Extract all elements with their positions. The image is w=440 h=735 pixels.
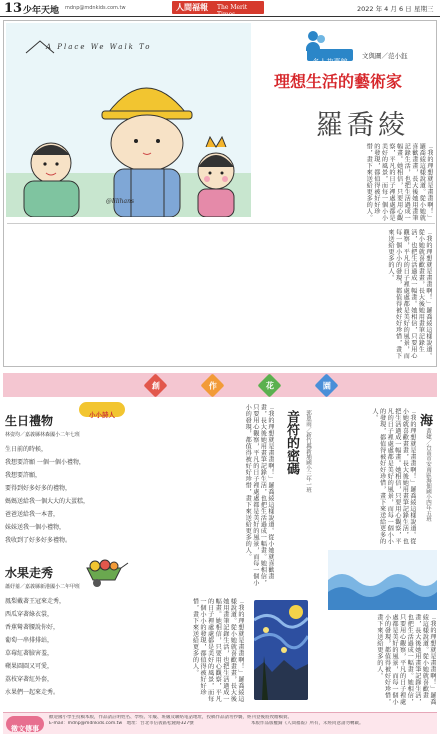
poem-body: 「我的理想就是畫畫啊！」羅喬綾這樣說道。從小她就喜歡畫畫，長大後她用畫筆記錄生活，也把生活過成一幅畫。她相信，只要用心觀察，平凡的日子裡處處都是美好的風景，而每一個小小的發現，都值得被好好珍惜，畫下來送給更多的人。 — [191, 598, 244, 702]
garden-title-char-1: 創 — [143, 373, 167, 397]
starry-night-painting — [254, 600, 308, 700]
poet-badge: 小小詩人 — [79, 402, 125, 417]
poem-line: 香蕉彎著腰說你好， — [5, 624, 60, 631]
poem-line: 葡萄一串排排站， — [5, 637, 54, 644]
poem-line: 我收到了好多好多禮物。 — [5, 537, 72, 544]
poem-body: 「我的理想就是畫畫啊！」羅喬綾這樣說道。從小她就喜歡畫畫，長大後她用畫筆記錄生活，也把生活過成一幅畫。她相信，只要用心觀察，平凡的日子裡處處都是美好的風景，而每一個小小的發現，都值得被好好珍惜，畫下來送給更多的人。 — [371, 408, 416, 545]
person-name: 羅喬綾 — [316, 110, 409, 141]
poem-body-2: 「我的理想就是畫畫啊！」羅喬綾這樣說道。從小她就喜歡畫畫，長大後她用畫筆記錄生活，也把生活過成一幅畫。她相信，只要用心觀察，平凡的日子裡處處都是美好的風景，而每一個小小的發現，都值得被好好珍惜，畫下來送給更多的人。 — [375, 614, 436, 705]
poem-author: 黃婕／台南市安南區海佃國小四年五班 — [425, 428, 431, 522]
footer-text: 歡迎國小學生投稿本版，作品請註明姓名、學校、年級、班級及聯絡電話地址，投稿作品請勿抄襲，經刊登後將致贈稿費。 — [49, 715, 292, 720]
wave-illustration — [328, 550, 437, 610]
poem-line: 水果們一起來走秀。 — [5, 689, 60, 696]
poem-line: 蘋果圓圓又可愛， — [5, 663, 54, 670]
footer-note: 本版作品版權歸《人間福報》所有，未經同意請勿轉載。 — [251, 721, 364, 726]
feature-illustration — [6, 23, 251, 217]
poem-line: 我想要許願， — [5, 472, 42, 479]
illustration-caption: A Place We Walk To — [46, 43, 152, 51]
byline: 文與圖／范小鈺 — [362, 52, 408, 60]
poem-author: 郭恩雨／新竹縣新埔國小三年一班 — [305, 410, 311, 493]
poem-fruit — [3, 558, 131, 708]
poem-body: 「我的理想就是畫畫啊！」羅喬綾這樣說道。從小她就喜歡畫畫，長大後她用畫筆記錄生活，也把生活過成一幅畫。她相信，只要用心觀察，平凡的日子裡處處都是美好的風景，而每一個小小的發現，都值得被好好珍惜，畫下來送給更多的人。 — [244, 404, 274, 586]
poem-line: 荔枝穿著紅外套， — [5, 676, 54, 683]
footer-contact: E-mail：mdnp@mdnkids.com.tw 地址：台北市信義區松隆路327號 — [49, 721, 194, 726]
header-email: mdnp@mdnkids.com.tw — [65, 5, 126, 11]
poem-title: 水果走秀 — [5, 566, 54, 580]
poem-birthday — [3, 400, 131, 555]
headline: 理想生活的藝術家 — [274, 72, 403, 91]
poem-line: 草莓紅著臉害羞， — [5, 650, 54, 657]
divider — [7, 223, 435, 224]
intro-text: 「我的理想就是畫畫啊！」羅喬綾這樣說道。從小她就喜歡畫畫，長大後她用畫筆記錄生活，也把生活過成一幅畫。她相信，只要用心觀察，平凡的日子裡處處都是美好的風景，而每一個小小的發現，都值得被好好珍惜，畫下來送給更多的人。 — [365, 143, 433, 221]
poem-line: 要得到好多好多的禮物， — [5, 485, 72, 492]
poem-line: 爸爸送給我一本書， — [5, 511, 60, 518]
poem-line: 生日前的時候， — [5, 446, 48, 453]
section-name: 少年天地 — [23, 6, 60, 16]
poem-line: 西瓜穿著綠衣裳， — [5, 611, 54, 618]
garden-title-char-3: 花 — [257, 373, 281, 397]
poem-title: 生日禮物 — [5, 414, 54, 428]
garden-title-char-4: 園 — [314, 373, 338, 397]
feature-box — [3, 20, 437, 367]
poem-secret — [134, 400, 324, 592]
issue-weekday: 星期三 — [414, 5, 434, 13]
poem-author: 蕭妤蓁／嘉義縣新港國小二年甲班 — [5, 584, 81, 590]
cartoon-characters — [6, 23, 251, 217]
poem-line: 鳳梨戴著王冠來走秀， — [5, 598, 66, 605]
poem-line: 妹妹送我一個小禮物， — [5, 524, 66, 531]
column-tag: 名人故事館 — [307, 49, 353, 61]
poem-line: 我想要許願 一個一個小禮物， — [5, 459, 85, 466]
artist-signature: @lilihans — [106, 198, 135, 205]
footer-notice — [3, 712, 437, 734]
page-header — [0, 0, 440, 17]
poem-title: 海 — [420, 414, 434, 429]
poem-title: 音符的密碼 — [284, 410, 299, 475]
article-body: 「我的理想就是畫畫啊！」羅喬綾這樣說道。從小她就喜歡畫畫，長大後她用畫筆記錄生活，也把生活過成一幅畫。她相信，只要用心觀察，平凡的日子裡處處都是美好的風景，而每一個小小的發現，都值得被好好珍惜，畫下來送給更多的人。 — [387, 229, 432, 359]
poem-sea — [328, 400, 437, 708]
poem-author: 林姿均／嘉義縣林森國小二年七班 — [5, 432, 81, 438]
poem-line: 媽媽送給我一個大大的大蛋糕， — [5, 498, 90, 505]
page-number: 13 — [4, 1, 23, 16]
garden-band — [3, 373, 437, 397]
issue-date: 2022 年 4 月 6 日 — [357, 5, 412, 13]
garden-title-char-2: 作 — [200, 373, 224, 397]
paper-logo: 人間福報 The Merit Times — [172, 1, 264, 14]
footer-tag: 徵文傳事 — [6, 716, 44, 732]
